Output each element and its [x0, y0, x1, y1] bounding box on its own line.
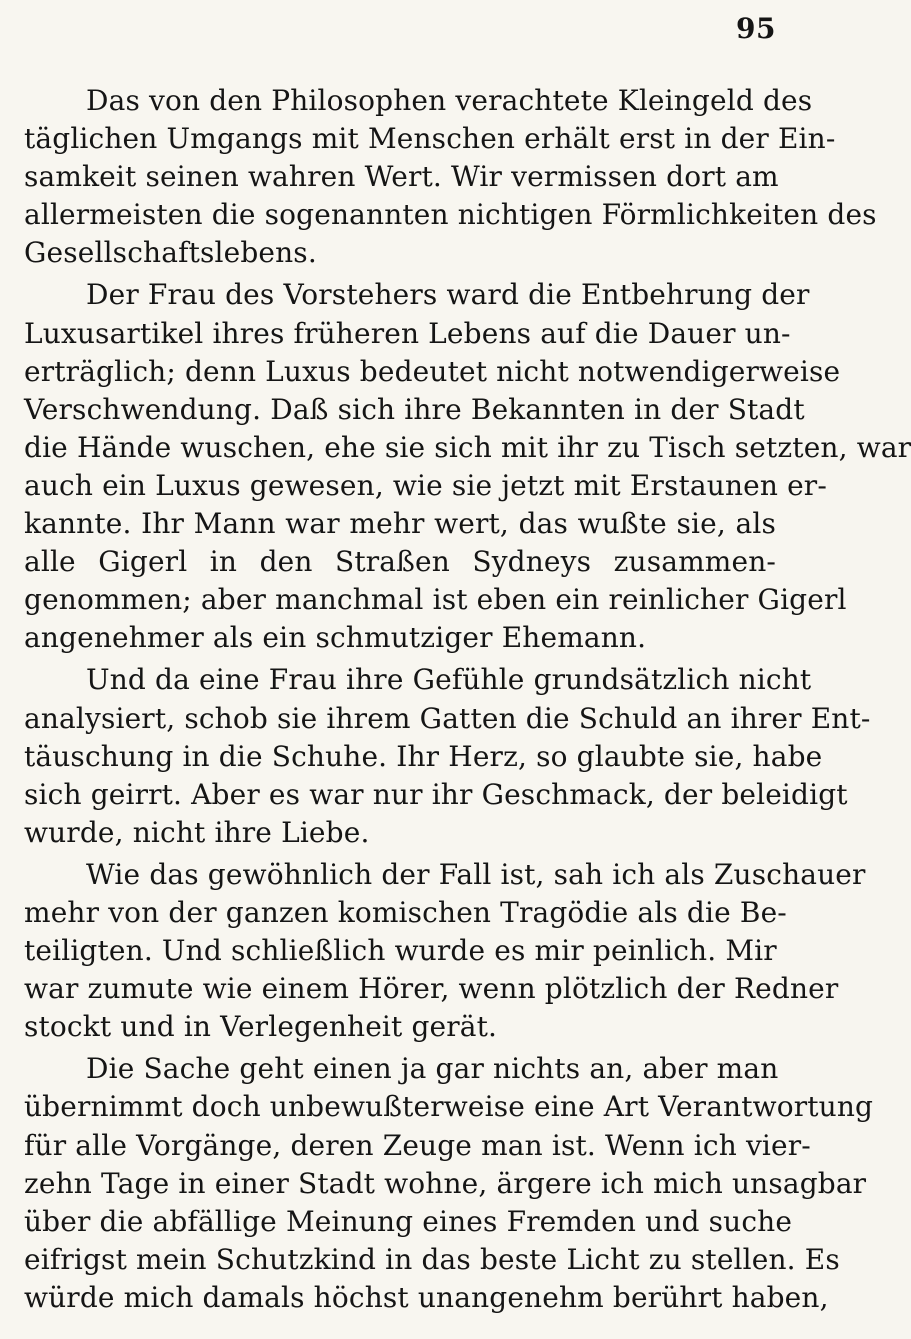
text-line: täglichen Umgangs mit Menschen erhält erst in der Ein- — [24, 122, 836, 156]
paragraph — [24, 661, 871, 851]
text-line: war zumute wie einem Hörer, wenn plötzlich der Redner — [24, 972, 839, 1006]
text-line: kannte. Ihr Mann war mehr wert, das wußte sie, als — [24, 507, 776, 541]
text-line: stockt und in Verlegenheit gerät. — [24, 1010, 498, 1044]
text-line: Gesellschaftslebens. — [24, 236, 317, 270]
text-line: erträglich; denn Luxus bedeutet nicht notwendigerweise — [24, 354, 841, 388]
text-line: sich geirrt. Aber es war nur ihr Geschmack, der beleidigt — [24, 777, 848, 811]
paragraph — [24, 856, 866, 1046]
text-line: zehn Tage in einer Stadt wohne, ärgere ich mich unsagbar — [24, 1166, 867, 1200]
text-line: samkeit seinen wahren Wert. Wir vermissen dort am — [24, 160, 779, 194]
text-line: allermeisten die sogenannten nichtigen Förmlichkeiten des — [24, 198, 877, 232]
body-text — [24, 82, 911, 1317]
text-line: teiligten. Und schließlich wurde es mir peinlich. Mir — [24, 934, 777, 968]
text-line: Der Frau des Vorstehers ward die Entbehrung der — [86, 278, 810, 312]
paragraph — [24, 276, 911, 657]
text-line: für alle Vorgänge, deren Zeuge man ist. Wenn ich vier- — [24, 1128, 811, 1162]
paragraph — [24, 1050, 874, 1317]
text-line: über die abfällige Meinung eines Fremden und suche — [24, 1204, 793, 1238]
text-line: täuschung in die Schuhe. Ihr Herz, so glaubte sie, habe — [24, 739, 823, 773]
text-line: Die Sache geht einen ja gar nichts an, aber man — [86, 1052, 779, 1086]
text-line: angenehmer als ein schmutziger Ehemann. — [24, 621, 647, 655]
text-line: mehr von der ganzen komischen Tragödie als die Be- — [24, 895, 787, 929]
page-number: 95 — [736, 12, 776, 45]
text-line: Und da eine Frau ihre Gefühle grundsätzlich nicht — [86, 663, 812, 697]
text-line: genommen; aber manchmal ist eben ein reinlicher Gigerl — [24, 583, 847, 617]
text-line: eifrigst mein Schutzkind in das beste Licht zu stellen. Es — [24, 1242, 840, 1276]
text-line: Verschwendung. Daß sich ihre Bekannten in der Stadt — [24, 392, 805, 426]
text-line: Wie das gewöhnlich der Fall ist, sah ich als Zuschauer — [86, 857, 866, 891]
text-line: auch ein Luxus gewesen, wie sie jetzt mit Erstaunen er- — [24, 468, 827, 502]
text-line: übernimmt doch unbewußterweise eine Art Verantwortung — [24, 1090, 874, 1124]
text-line: die Hände wuschen, ehe sie sich mit ihr zu Tisch setzten, war — [24, 430, 911, 464]
text-line: würde mich damals höchst unangenehm berührt haben, — [24, 1280, 829, 1314]
text-line: Das von den Philosophen verachtete Kleingeld des — [86, 84, 813, 117]
paragraph — [24, 82, 877, 272]
text-line: analysiert, schob sie ihrem Gatten die Schuld an ihrer Ent- — [24, 701, 871, 735]
text-line: alle Gigerl in den Straßen Sydneys zusammen- — [24, 545, 776, 579]
text-line: wurde, nicht ihre Liebe. — [24, 815, 370, 849]
text-line: Luxusartikel ihres früheren Lebens auf die Dauer un- — [24, 316, 791, 350]
